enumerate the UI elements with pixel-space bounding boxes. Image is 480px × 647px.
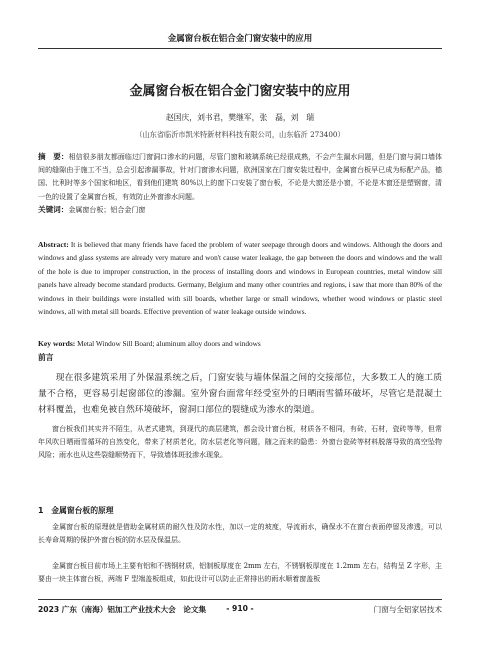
page-number: - 910 - (226, 604, 254, 613)
section-1-heading: 1 金属窗台板的原理 (38, 506, 114, 515)
abstract-en-text: It is believed that many friends have faced the problem of water seepage through doors and windows. Although the doors and windows and glass systems are already very mature and won't cause water leakage, the gap between the doors and windows and the wall of the hole is due to improper construction, in the process of installing doors and windows in European countries, metal window sill panels have already become standard products. Germany, Belgium and many other countries and regions, i saw that more than 80% of the windows in their buildings were installed with sill boards, whether large or small windows, whether wood windows or plastic steel windows, all with metal sill boards. Effective prevention of water leakage outside windows. (38, 240, 442, 317)
abstract-cn-label: 摘 要： (38, 152, 69, 161)
abstract-en-label: Abstract: (38, 240, 69, 249)
section-1-paragraph-1: 金属窗台板的原理就是借助金属材质的耐久性及防水性，加以一定的坡度，导流雨水，确保水不在窗台表面停留及渗透，可以长寿命周期的保护外窗台板的防水层及保温层。 (38, 523, 442, 545)
keywords-en-text: Metal Window Sill Board; aluminum alloy doors and windows (77, 339, 261, 348)
preface-heading: 前言 (38, 353, 54, 362)
section-1-paragraph-2: 金属窗台板目前市场上主要有铝和不锈钢材质，铝制板厚度在 2mm 左右，不锈钢板厚度在 1.2mm 左右，结构呈 Z 字形，主要由一块主体窗台板，两端 F 型端盖板组成，如此设计可以防止正常排出的雨水顺着窗盖板 (38, 562, 442, 584)
abstract-cn (38, 150, 442, 204)
running-head: 金属窗台板在铝合金门窗安装中的应用 (38, 32, 442, 49)
keywords-en-label: Key words: (38, 339, 76, 348)
affiliation: （山东省临沂市凯米特新材料科技有限公司，山东临沂 273400） (135, 130, 345, 139)
preface-paragraph-2: 窗台板我们其实并不陌生，从老式建筑，到现代的高层建筑，都会设计窗台板，材质各不相同，有砖，石材，瓷砖等等，但常年风吹日晒雨雪循环的自然变化，带来了材质老化，防水层老化等问题，随之而来的隐患：外窗台瓷砖等材料脱落导致的高空坠物风险；雨水也从这些裂缝顺势而下，导致墙体斑驳渗水现象。 (38, 425, 442, 460)
page-footer (38, 599, 442, 614)
keywords-cn-text: 金属窗台板；铝合金门窗 (68, 206, 146, 214)
paper-title: 金属窗台板在铝合金门窗安装中的应用 (129, 84, 351, 99)
keywords-cn-label: 关键词： (38, 205, 69, 214)
preface-paragraph-1: 现在很多建筑采用了外保温系统之后，门窗安装与墙体保温之间的交接部位，大多数工人的施工质量不合格，更容易引起窗部位的渗漏。室外窗台面常年经受室外的日晒雨雪循环破坏，尽管它是混凝土材料覆盖，也难免被自然环境破坏，窗洞口部位的裂缝成为渗水的渠道。 (38, 373, 442, 415)
keywords-en (38, 337, 442, 350)
abstract-cn-text: 相信很多朋友都面临过门窗洞口渗水的问题，尽管门窗和玻璃系统已经很成熟，不会产生漏水问题，但是门窗与洞口墙体间的缝隙由于施工不当，总会引起渗漏事故，针对门窗渗水问题，欧洲国家在门窗安装过程中，金属窗台板早已成为标配产品，德国、比利时等多个国家和地区，看到他们建筑 80%以上的窗下口安装了窗台板，不论是大窗还是小窗，不论是木窗还是塑钢窗，清一色的设置了金属窗台板，有效防止外窗渗水问题。 (38, 153, 442, 201)
author-list: 赵国庆，刘书君，樊继军，张 磊，刘 瑞 (165, 113, 315, 122)
footer-section: 门窗与全铝家居技术 (373, 605, 442, 614)
abstract-en (38, 238, 442, 318)
footer-proceedings: 2023 广东（南海）铝加工产业技术大会 论文集 (38, 605, 207, 614)
keywords-cn (38, 203, 442, 217)
